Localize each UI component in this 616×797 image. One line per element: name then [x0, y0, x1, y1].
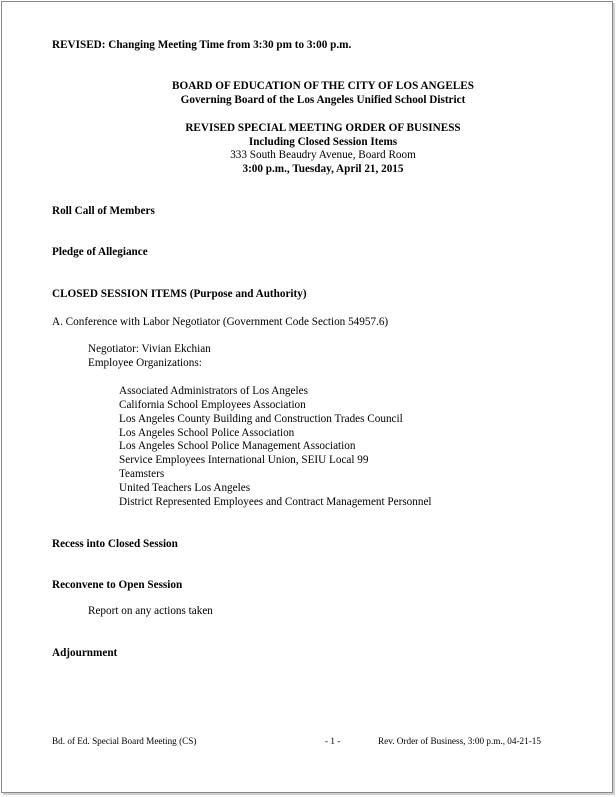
footer-left: Bd. of Ed. Special Board Meeting (CS): [52, 736, 197, 746]
revised-notice: REVISED: Changing Meeting Time from 3:30 pm to 3:00 p.m.: [52, 39, 352, 51]
organization-item: Los Angeles School Police Association: [119, 427, 295, 439]
board-title: BOARD OF EDUCATION OF THE CITY OF LOS ANGELES: [172, 80, 474, 92]
organization-item: Los Angeles School Police Management Association: [119, 440, 356, 452]
reconvene-heading: Reconvene to Open Session: [52, 579, 183, 591]
document-page: [1, 1, 613, 793]
organization-item: Associated Administrators of Los Angeles: [119, 385, 308, 397]
including-closed-session: Including Closed Session Items: [248, 136, 398, 148]
employee-organizations-label: Employee Organizations:: [88, 357, 202, 369]
pledge-heading: Pledge of Allegiance: [52, 246, 148, 258]
order-of-business-title: REVISED SPECIAL MEETING ORDER OF BUSINESS: [185, 122, 461, 134]
organization-item: Los Angeles County Building and Construction Trades Council: [119, 413, 403, 425]
roll-call-heading: Roll Call of Members: [52, 205, 155, 217]
item-a-labor-negotiator: A. Conference with Labor Negotiator (Government Code Section 54957.6): [52, 316, 389, 328]
footer-right: Rev. Order of Business, 3:00 p.m., 04-21-15: [378, 736, 541, 746]
organization-item: Teamsters: [119, 468, 165, 480]
governing-board-subtitle: Governing Board of the Los Angeles Unified School District: [180, 94, 466, 106]
meeting-address: 333 South Beaudry Avenue, Board Room: [230, 149, 416, 161]
organization-item: California School Employees Association: [119, 399, 306, 411]
organization-item: Service Employees International Union, SEIU Local 99: [119, 454, 369, 466]
footer-page-number: - 1 -: [325, 736, 341, 746]
report-actions-line: Report on any actions taken: [88, 605, 213, 617]
meeting-datetime: 3:00 p.m., Tuesday, April 21, 2015: [242, 163, 404, 175]
organization-item: United Teachers Los Angeles: [119, 482, 251, 494]
adjournment-heading: Adjournment: [52, 647, 118, 659]
recess-heading: Recess into Closed Session: [52, 538, 178, 550]
organization-item: District Represented Employees and Contract Management Personnel: [119, 496, 432, 508]
negotiator-line: Negotiator: Vivian Ekchian: [88, 343, 211, 355]
closed-session-heading: CLOSED SESSION ITEMS (Purpose and Authority): [52, 288, 307, 300]
